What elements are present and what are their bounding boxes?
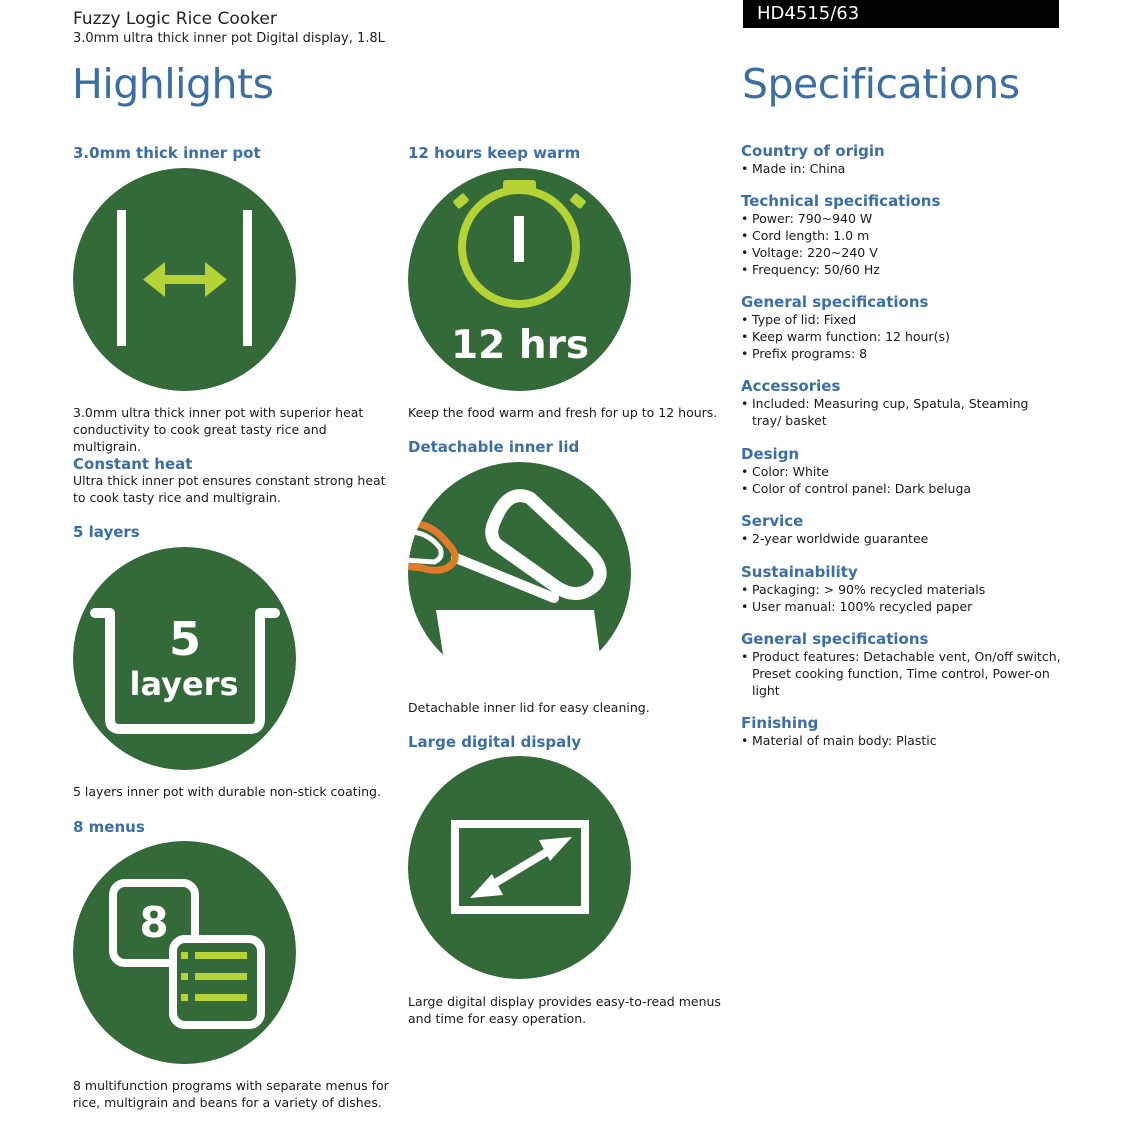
feature-heading-inner-pot: 3.0mm thick inner pot — [73, 144, 261, 162]
feature-text-layers: 5 layers inner pot with durable non-stick coating. — [73, 784, 381, 799]
five-layers-pot-icon — [73, 547, 296, 770]
spec-item: • Type of lid: Fixed — [741, 311, 950, 328]
spec-item: • Material of main body: Plastic — [741, 732, 937, 749]
inner-pot-thickness-icon — [73, 168, 296, 391]
spec-heading: Accessories — [741, 377, 841, 395]
eight-menus-icon — [73, 841, 296, 1064]
spec-group-design — [741, 445, 971, 497]
feature-text-inner-pot: 3.0mm ultra thick inner pot with superior heat conductivity to cook great tasty rice and multigrain. — [73, 405, 364, 454]
highlights-title: Highlights — [72, 60, 274, 108]
feature-heading-layers: 5 layers — [73, 523, 140, 541]
spec-item: • Product features: Detachable vent, On/off switch, Preset cooking function, Time control, Power-on light — [741, 648, 1071, 699]
spec-heading: General specifications — [741, 293, 929, 311]
model-number-bar: HD4515/63 — [743, 0, 1059, 28]
spec-group-accessories — [741, 377, 1061, 429]
spec-group-service — [741, 512, 928, 547]
spec-group-finishing — [741, 714, 937, 749]
spec-group-technical — [741, 192, 940, 278]
layers-icon-number: 5 — [168, 612, 202, 666]
keep-warm-timer-icon — [408, 168, 631, 391]
spec-group-country-of-origin — [741, 142, 885, 177]
spec-item: • Color of control panel: Dark beluga — [741, 480, 971, 497]
spec-heading: Design — [741, 445, 800, 463]
spec-item: • Power: 790~940 W — [741, 210, 940, 227]
spec-heading: Service — [741, 512, 804, 530]
feature-heading-constant-heat: Constant heat — [73, 455, 193, 473]
spec-heading: Country of origin — [741, 142, 885, 160]
spec-heading: Sustainability — [741, 563, 858, 581]
spec-heading: Technical specifications — [741, 192, 941, 210]
product-name: Fuzzy Logic Rice Cooker — [73, 9, 277, 29]
feature-text-inner-lid: Detachable inner lid for easy cleaning. — [408, 700, 650, 715]
spec-item: • Color: White — [741, 463, 971, 480]
spec-group-sustainability — [741, 563, 985, 615]
spec-group-general-features — [741, 630, 1071, 699]
detachable-lid-icon — [408, 462, 631, 685]
feature-text-keep-warm: Keep the food warm and fresh for up to 12 hours. — [408, 405, 718, 420]
spec-item: • User manual: 100% recycled paper — [741, 598, 985, 615]
spec-item: • Cord length: 1.0 m — [741, 227, 940, 244]
feature-heading-inner-lid: Detachable inner lid — [408, 438, 580, 456]
spec-item: • Prefix programs: 8 — [741, 345, 950, 362]
spec-item: • Voltage: 220~240 V — [741, 244, 940, 261]
feature-text-menus: 8 multifunction programs with separate menus for rice, multigrain and beans for a variety of dishes. — [73, 1078, 389, 1110]
spec-item: • Included: Measuring cup, Spatula, Steaming tray/ basket — [741, 395, 1061, 429]
spec-group-general — [741, 293, 950, 362]
layers-icon-word: layers — [129, 665, 239, 703]
large-display-icon — [408, 756, 631, 979]
specifications-title: Specifications — [742, 60, 1020, 108]
feature-text-display: Large digital display provides easy-to-read menus and time for easy operation. — [408, 994, 721, 1026]
menus-icon-number: 8 — [139, 898, 169, 947]
spec-heading: Finishing — [741, 714, 819, 732]
feature-heading-display: Large digital dispaly — [408, 733, 582, 751]
spec-item: • 2-year worldwide guarantee — [741, 530, 928, 547]
feature-text-constant-heat: Ultra thick inner pot ensures constant strong heat to cook tasty rice and multigrain. — [73, 473, 386, 505]
spec-item: • Frequency: 50/60 Hz — [741, 261, 940, 278]
spec-item: • Packaging: > 90% recycled materials — [741, 581, 985, 598]
keep-warm-icon-label: 12 hrs — [450, 323, 590, 368]
product-subtitle: 3.0mm ultra thick inner pot Digital display, 1.8L — [73, 31, 385, 46]
spec-item: • Keep warm function: 12 hour(s) — [741, 328, 950, 345]
feature-heading-keep-warm: 12 hours keep warm — [408, 144, 581, 162]
spec-heading: General specifications — [741, 630, 929, 648]
feature-heading-menus: 8 menus — [73, 818, 145, 836]
spec-item: • Made in: China — [741, 160, 885, 177]
